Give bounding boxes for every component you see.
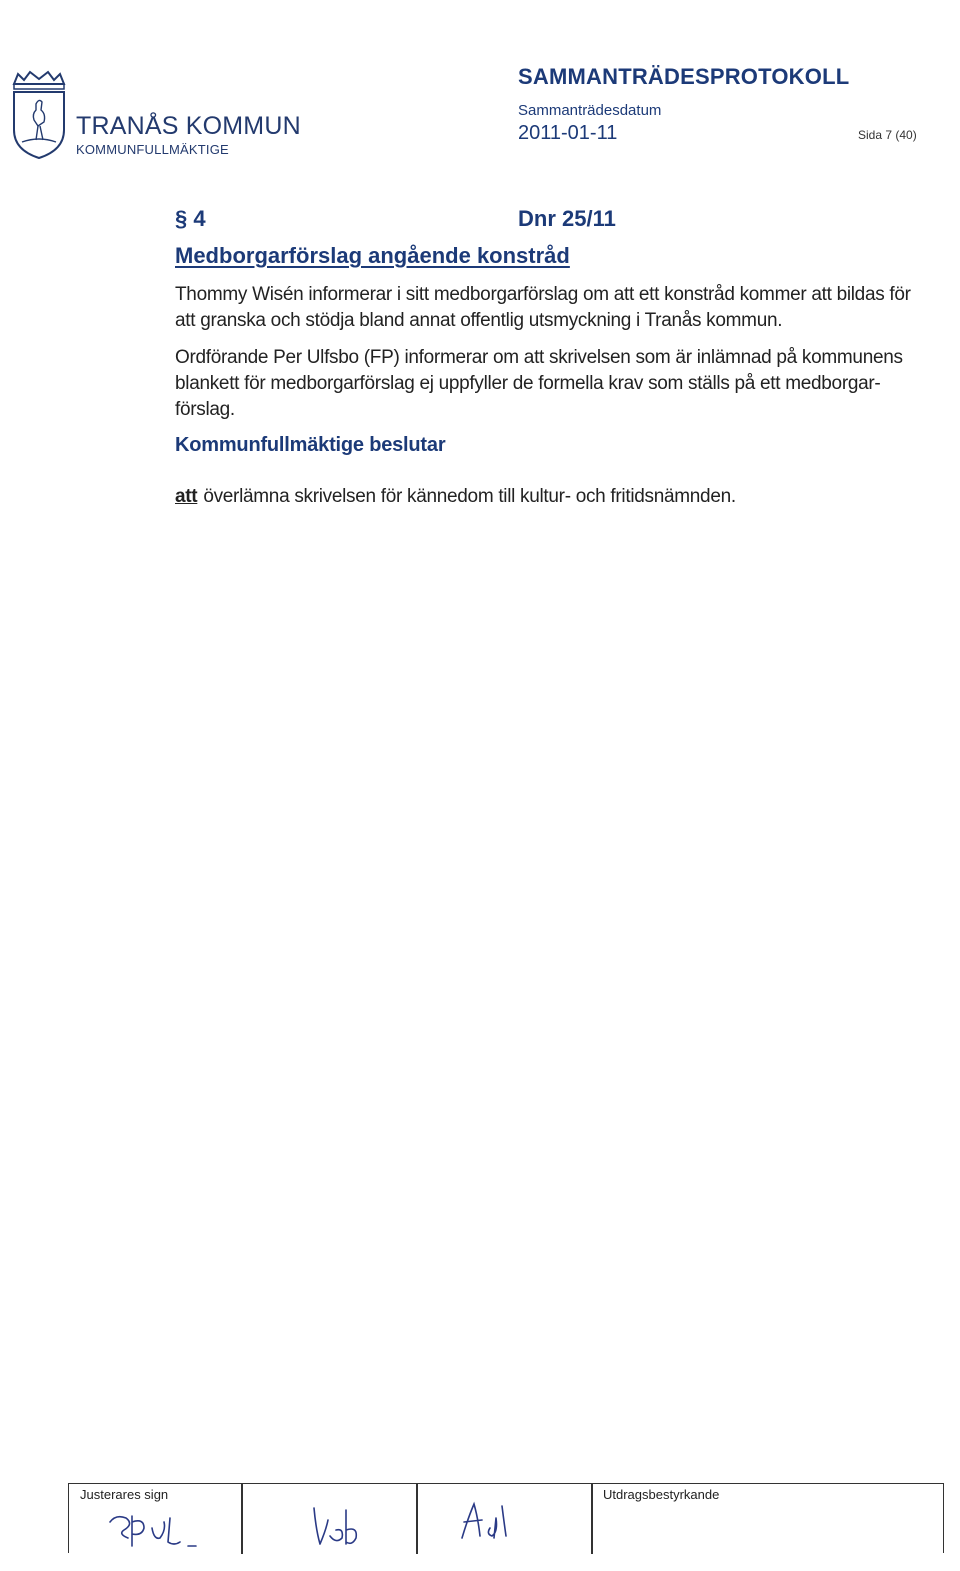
meeting-date: 2011-01-11 [518,122,618,144]
handwritten-signature-1-icon [104,1508,214,1552]
justerares-sign-label: Justerares sign [80,1487,169,1502]
document-title: SAMMANTRÄDESPROTOKOLL [518,64,850,89]
handwritten-signature-2-icon [306,1500,376,1552]
signature-divider [416,1484,418,1554]
body-paragraph-1: Thommy Wisén informerar i sitt medborgarförslag om att ett konstråd kommer att bildas för att granska och stödja bland annat offentlig utsmyckning i Tranås kommun. [175,284,911,331]
section-number: § 4 [175,206,206,231]
municipal-crest-icon [8,70,70,160]
decision-text [175,486,736,508]
body-paragraph-2: Ordförande Per Ulfsbo (FP) informerar om att skrivelsen som är inlämnad på kommunens blankett för medborgarförslag ej uppfyller de formella krav som ställs på ett medborgar-förslag. [175,347,903,420]
decision-body: överlämna skrivelsen för kännedom till kultur- och fritidsnämnden. [203,486,736,507]
meeting-date-label: Sammanträdesdatum [518,102,662,119]
diary-number: Dnr 25/11 [518,206,616,231]
organization-body: KOMMUNFULLMÄKTIGE [76,142,229,157]
page-number: Sida 7 (40) [858,128,917,142]
decision-att: att [175,486,198,507]
signature-divider [241,1484,243,1554]
organization-name: TRANÅS KOMMUN [76,112,301,140]
utdragsbestyrkande-label: Utdragsbestyrkande [603,1487,720,1502]
handwritten-signature-3-icon [452,1498,522,1542]
decision-heading: Kommunfullmäktige beslutar [175,434,446,456]
section-title: Medborgarförslag angående konstråd [175,243,570,268]
signature-divider [591,1484,593,1554]
